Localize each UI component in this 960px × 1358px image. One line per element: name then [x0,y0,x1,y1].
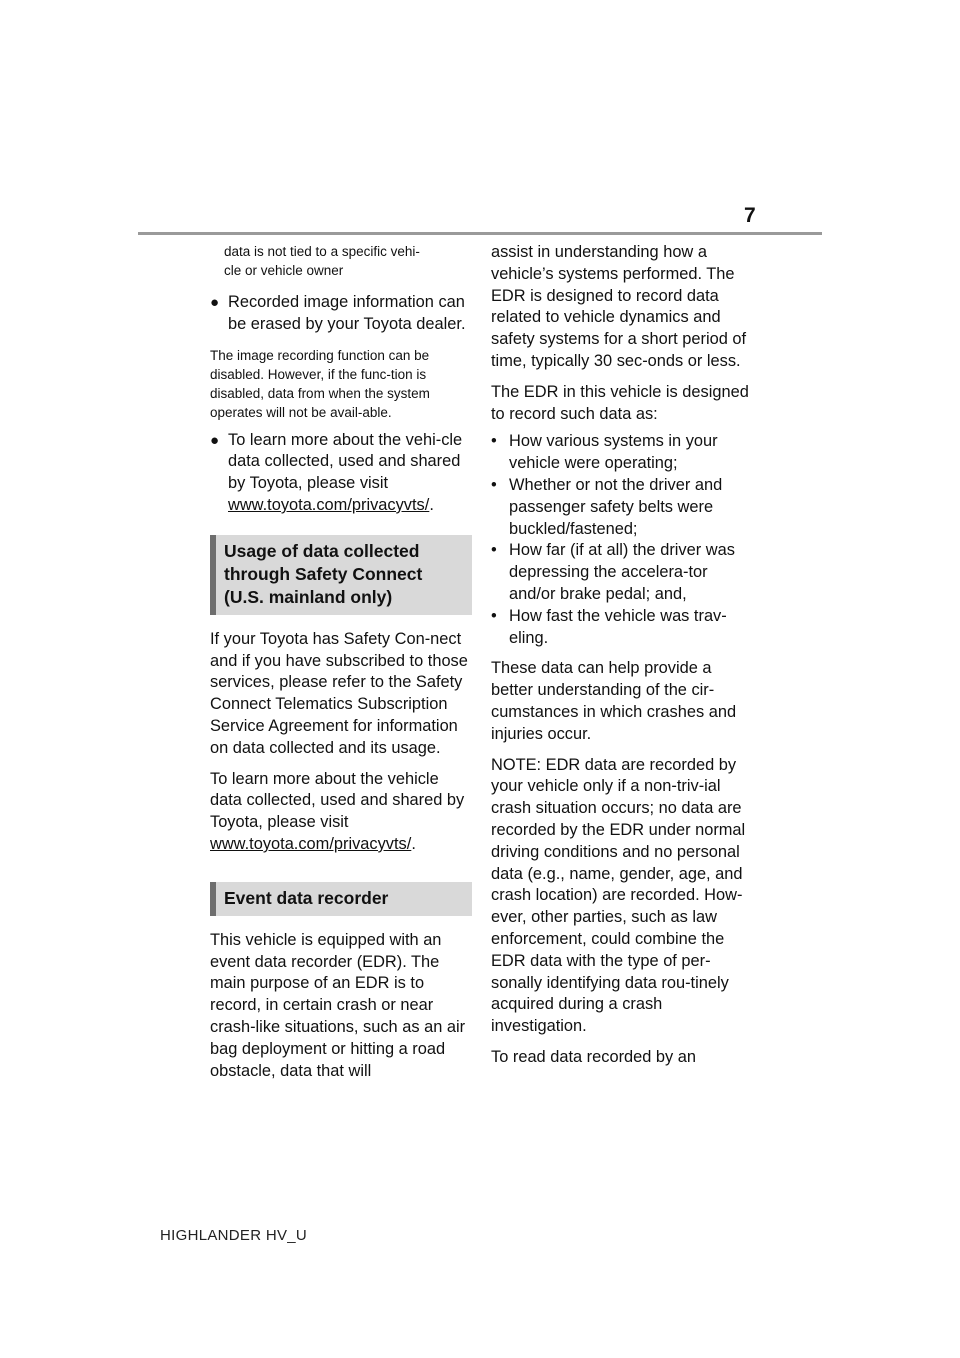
heading-event-data-recorder: Event data recorder [210,882,472,916]
para-edr-records: The EDR in this vehicle is designed to record such data as: [491,382,749,423]
left-column [210,242,472,1091]
para-edr-intro: This vehicle is equipped with an event data recorder (EDR). The main purpose of an EDR is to record, in certain crash or near crash-like situations, such as an air bag deployment or hitting a road obstacle, data that will [210,930,466,1080]
right-column [491,242,753,1078]
recording-note: The image recording function can be disabled. However, if the func-tion is disabled, data from when the system operates will not be avail-able. [210,347,430,420]
footer-model: HIGHLANDER HV_U [160,1227,308,1244]
period: . [429,495,434,514]
list-item: • How various systems in your vehicle were operating; [491,431,753,475]
para-edr-note: NOTE: EDR data are recorded by your vehicle only if a non-triv-ial crash situation occurs; no data are recorded by the EDR under normal driving conditions and no personal data (e.g., name, gender, age, and crash location) are recorded. How-ever, other parties, such as law enforcement, could combine the EDR data with the type of per-sonally identifying data rou-tinely acquired during a crash investigation. [491,755,746,1036]
page-number: 7 [744,204,756,227]
period: . [411,834,416,853]
bullet-text: To learn more about the vehi-cle data collected, used and shared by Toyota, please visit [228,430,463,493]
bullet-circle-icon: ● [210,294,220,311]
list-item: • How fast the vehicle was trav-eling. [491,606,753,650]
para-edr-purpose: assist in understanding how a vehicle’s systems performed. The EDR is designed to record data related to vehicle dynamics and safety systems for a short period of time, typically 30 sec-onds or less. [491,243,747,370]
header-rule [138,232,822,235]
list-marker: • [491,475,497,494]
list-marker: • [491,606,497,625]
privacy-link[interactable]: www.toyota.com/privacyvts/ [228,495,430,514]
bullet-learn-more [210,430,472,517]
bullet-erase-info [210,292,472,336]
bullet-circle-icon: ● [210,431,220,449]
para-edr-read: To read data recorded by an [491,1047,697,1066]
heading-safety-connect: Usage of data collected through Safety Connect (U.S. mainland only) [210,535,472,615]
bullet-text: Recorded image information can be erased by your Toyota dealer. [228,293,466,333]
list-marker: • [491,541,497,560]
list-marker: • [491,432,497,451]
privacy-link[interactable]: www.toyota.com/privacyvts/ [210,834,412,853]
intro-note: data is not tied to a specific vehi- cle or vehicle owner [224,244,420,278]
para-learn-more [210,769,472,856]
list-item: • Whether or not the driver and passenger safety belts were buckled/fastened; [491,475,753,540]
para-edr-help: These data can help provide a better understanding of the cir-cumstances in which crashes and injuries occur. [491,659,737,743]
edr-data-list [491,431,753,649]
para-text: To learn more about the vehicle data collected, used and shared by Toyota, please visit [210,769,465,832]
list-item: • How far (if at all) the driver was depressing the accelera-tor and/or brake pedal; and, [491,540,753,605]
para-safety-connect: If your Toyota has Safety Con-nect and if you have subscribed to those services, please refer to the Safety Connect Telematics Subscription Service Agreement for information on data collected and its usage. [210,629,468,757]
